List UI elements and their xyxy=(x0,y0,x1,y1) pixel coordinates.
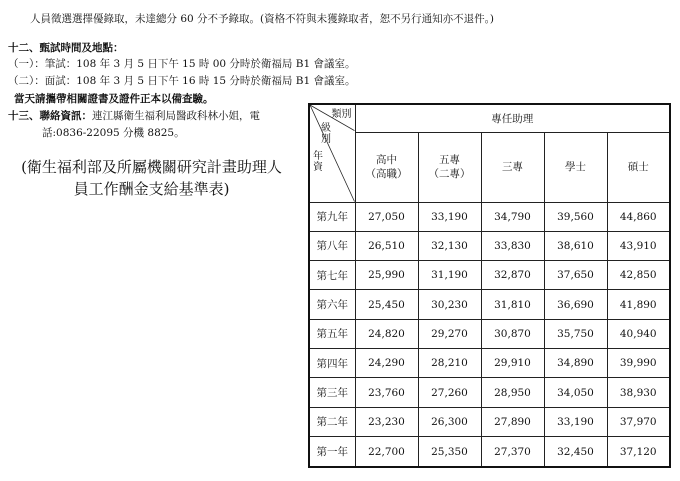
table-cell: 37,650 xyxy=(544,261,607,290)
table-cell: 36,690 xyxy=(544,290,607,319)
column-header-line: 五專 xyxy=(439,154,460,166)
table-row xyxy=(309,407,670,436)
table-cell: 33,190 xyxy=(418,202,481,231)
table-cell: 28,950 xyxy=(481,378,544,407)
contact-phone: 話:0836-22095 分機 8825。 xyxy=(42,127,185,139)
table-cell: 41,890 xyxy=(607,290,670,319)
column-header-line: 三專 xyxy=(502,161,523,173)
table-cell: 23,230 xyxy=(355,407,418,436)
table-cell: 27,890 xyxy=(481,407,544,436)
table-cell: 29,270 xyxy=(418,319,481,348)
table-cell: 30,870 xyxy=(481,319,544,348)
section-13-heading: 十三、聯絡資訊： xyxy=(8,110,92,122)
table-row xyxy=(309,319,670,348)
table-cell: 33,830 xyxy=(481,231,544,260)
table-row xyxy=(309,231,670,260)
interview-time: （二）：面試：108 年 3 月 5 日下午 16 時 15 分時於衛福局 B1 會議室。 xyxy=(8,75,356,87)
table-row xyxy=(309,349,670,378)
table-cell: 26,300 xyxy=(418,407,481,436)
table-cell: 35,750 xyxy=(544,319,607,348)
table-cell: 33,190 xyxy=(544,407,607,436)
column-header-line: 高中 xyxy=(376,154,397,166)
row-year-label: 第二年 xyxy=(309,407,355,436)
section-12-heading: 十二、甄試時間及地點： xyxy=(8,42,124,54)
row-year-label: 第八年 xyxy=(309,231,355,260)
table-cell: 32,130 xyxy=(418,231,481,260)
row-year-label: 第六年 xyxy=(309,290,355,319)
corner-level-label: 級 別 xyxy=(321,123,331,145)
contact-info xyxy=(8,109,260,123)
table-cell: 32,450 xyxy=(544,437,607,467)
table-cell: 34,050 xyxy=(544,378,607,407)
table-title-line-1: (衛生福利部及所屬機關研究計畫助理人 xyxy=(21,158,282,176)
full-time-assistant-header: 專任助理 xyxy=(355,104,670,132)
table-row xyxy=(309,378,670,407)
corner-header-cell xyxy=(309,104,355,202)
column-header-master xyxy=(607,132,670,202)
table-cell: 39,990 xyxy=(607,349,670,378)
table-cell: 27,370 xyxy=(481,437,544,467)
column-header-three-year-college xyxy=(481,132,544,202)
corner-year-label: 年 資 xyxy=(313,151,323,173)
row-year-label: 第三年 xyxy=(309,378,355,407)
table-cell: 37,120 xyxy=(607,437,670,467)
contact-person: 連江縣衛生福利局醫政科林小姐，電 xyxy=(92,110,260,122)
salary-table xyxy=(308,103,671,468)
table-cell: 23,760 xyxy=(355,378,418,407)
table-cell: 30,230 xyxy=(418,290,481,319)
column-header-sub: （高職） xyxy=(365,168,408,180)
column-header-junior-college xyxy=(418,132,481,202)
table-cell: 24,820 xyxy=(355,319,418,348)
table-cell: 25,990 xyxy=(355,261,418,290)
group-header-row xyxy=(309,104,670,132)
table-cell: 34,890 xyxy=(544,349,607,378)
table-cell: 26,510 xyxy=(355,231,418,260)
table-cell: 27,050 xyxy=(355,202,418,231)
table-row xyxy=(309,437,670,467)
table-row xyxy=(309,261,670,290)
table-cell: 31,810 xyxy=(481,290,544,319)
corner-category-label: 類別 xyxy=(331,109,352,120)
row-year-label: 第一年 xyxy=(309,437,355,467)
table-title xyxy=(4,156,299,200)
table-cell: 44,860 xyxy=(607,202,670,231)
table-cell: 39,560 xyxy=(544,202,607,231)
degree-header-row xyxy=(309,132,670,202)
table-cell: 32,870 xyxy=(481,261,544,290)
table-cell: 22,700 xyxy=(355,437,418,467)
table-cell: 28,210 xyxy=(418,349,481,378)
column-header-high-school xyxy=(355,132,418,202)
written-test-time: （一）：筆試：108 年 3 月 5 日下午 15 時 00 分時於衛福局 B1 會議室。 xyxy=(8,58,356,70)
column-header-line: 學士 xyxy=(565,161,586,173)
table-cell: 38,930 xyxy=(607,378,670,407)
bring-documents-note: 當天請攜帶相關證書及證件正本以備查驗。 xyxy=(14,93,214,105)
row-year-label: 第九年 xyxy=(309,202,355,231)
table-cell: 34,790 xyxy=(481,202,544,231)
column-header-bachelor xyxy=(544,132,607,202)
table-title-line-2: 員工作酬金支給基準表) xyxy=(73,180,230,198)
table-cell: 25,350 xyxy=(418,437,481,467)
table-cell: 27,260 xyxy=(418,378,481,407)
column-header-sub: （二專） xyxy=(428,168,471,180)
table-cell: 40,940 xyxy=(607,319,670,348)
table-cell: 31,190 xyxy=(418,261,481,290)
table-cell: 38,610 xyxy=(544,231,607,260)
table-row xyxy=(309,202,670,231)
table-row xyxy=(309,290,670,319)
selection-rule-text: 人員徵選選擇優錄取，未達總分 60 分不予錄取。(資格不符與未獲錄取者，恕不另行通知亦不退件。) xyxy=(30,13,494,25)
table-cell: 25,450 xyxy=(355,290,418,319)
table-cell: 42,850 xyxy=(607,261,670,290)
row-year-label: 第七年 xyxy=(309,261,355,290)
table-cell: 37,970 xyxy=(607,407,670,436)
row-year-label: 第五年 xyxy=(309,319,355,348)
row-year-label: 第四年 xyxy=(309,349,355,378)
table-cell: 29,910 xyxy=(481,349,544,378)
column-header-line: 碩士 xyxy=(627,161,649,173)
table-cell: 24,290 xyxy=(355,349,418,378)
table-cell: 43,910 xyxy=(607,231,670,260)
